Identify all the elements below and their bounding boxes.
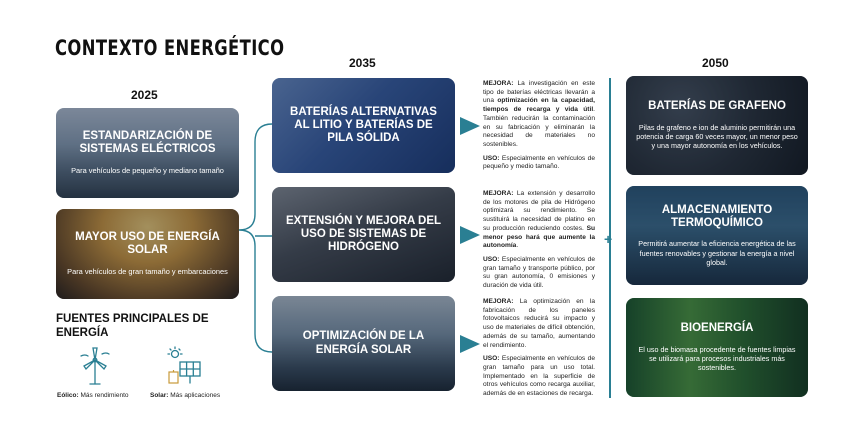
wind-turbine-icon (78, 346, 112, 386)
mejora-text: La extensión y desarrollo de los motores de pila de Hidrógeno optimizará su rendimiento. Se sustituirá la necesidad de platino en su producción reduciendo costes. (483, 190, 595, 232)
mejora-text-end: . También reducirán la contaminación en su fabricación y eliminarán la necesidad de materiales no sostenibles. (483, 106, 595, 148)
card-title: BIOENERGÍA (680, 322, 754, 335)
card-desc: Pilas de grafeno e ion de aluminio permitirán una potencia de carga 60 veces mayor, un menor peso y una mayor autonomía en los vehículos. (636, 122, 798, 151)
card-hidrogeno (272, 187, 455, 282)
card-desc: Para vehículos de gran tamaño y embarcaciones (67, 267, 228, 277)
year-2050-label: 2050 (702, 56, 729, 70)
card-bioenergia (626, 298, 808, 397)
fuente-name: Solar: (150, 392, 169, 399)
uso-label: USO: (483, 154, 500, 162)
card-title: EXTENSIÓN Y MEJORA DEL USO DE SISTEMAS DE HIDRÓGENO (285, 214, 442, 254)
fuente-desc: Más aplicaciones (168, 392, 221, 399)
solar-panel-icon (166, 346, 204, 386)
card-baterias-alternativas (272, 78, 455, 173)
arrow-right-icon (460, 335, 480, 353)
mejora-label: MEJORA: (483, 298, 514, 305)
card-title: BATERÍAS DE GRAFENO (648, 100, 786, 113)
card-title: OPTIMIZACIÓN DE LA ENERGÍA SOLAR (302, 330, 425, 356)
mejora-text: La optimización en la fabricación de los paneles fotovoltaicos reducirá su impacto y uso de materiales de difícil obtención, además de su tamaño, aumentando el rendimiento. (483, 298, 595, 349)
bracket-connector (239, 118, 275, 358)
plus-sign: + (604, 231, 613, 247)
fuentes-title: FUENTES PRINCIPALES DE ENERGÍA (56, 313, 209, 340)
mejora-highlight: Su menor peso hará que aumente la autonomía (483, 224, 595, 250)
fuente-solar-label (150, 392, 220, 399)
mejora-highlight: optimización en la capacidad, tiempos de recarga y vida útil (483, 97, 595, 114)
note-hidrogeno (483, 190, 595, 291)
fuente-desc: Más rendimiento (78, 392, 129, 399)
card-title: ESTANDARIZACIÓN DE SISTEMAS ELÉCTRICOS (79, 129, 216, 156)
card-title: BATERÍAS ALTERNATIVAS AL LITIO Y BATERÍAS DE PILA SÓLIDA (290, 105, 437, 145)
card-desc: Permitirá aumentar la eficiencia energética de las fuentes renovables y gestionar la energía a nivel global. (638, 239, 796, 267)
note-baterias (483, 80, 595, 172)
mejora-text: La investigación en este tipo de baterías eléctricas llevarán a una (483, 80, 595, 105)
uso-text: Especialmente en vehículos de gran tamaño y transporte público, por su gran autonomía, 0 emisiones y duración de vida útil. (483, 255, 595, 290)
mejora-label: MEJORA: (483, 80, 514, 87)
mejora-label: MEJORA: (483, 190, 514, 197)
uso-label: USO: (483, 255, 500, 263)
mejora-text-end: . (516, 242, 519, 250)
card-optimizacion-solar (272, 296, 455, 391)
card-desc: El uso de biomasa procedente de fuentes limpias se utilizará para procesos industriales más sostenibles. (638, 344, 796, 373)
card-grafeno (626, 76, 808, 175)
uso-text: Especialmente en vehículos de pequeño y medio tamaño. (483, 154, 595, 171)
year-2025-label: 2025 (131, 88, 158, 102)
card-termoquimico (626, 186, 808, 285)
fuente-name: Eólico: (57, 392, 79, 399)
uso-label: USO: (483, 355, 500, 363)
uso-text: Especialmente en vehículos de gran tamaño para un uso total. Implementado en la superficie de otros vehículos como recarga auxiliar, además de en estaciones de recarga. (483, 355, 595, 398)
card-energia-solar (56, 209, 239, 299)
page-title: CONTEXTO ENERGÉTICO (55, 36, 285, 60)
card-desc: Para vehículos de pequeño y mediano tamaño (71, 166, 224, 176)
card-title: ALMACENAMIENTO TERMOQUÍMICO (661, 203, 773, 229)
year-2035-label: 2035 (349, 56, 376, 70)
fuente-eolico-label (57, 392, 129, 399)
note-solar (483, 298, 595, 399)
card-title: MAYOR USO DE ENERGÍA SOLAR (75, 230, 220, 257)
arrow-right-icon (460, 226, 480, 244)
card-estandarizacion (56, 108, 239, 198)
arrow-right-icon (460, 117, 480, 135)
